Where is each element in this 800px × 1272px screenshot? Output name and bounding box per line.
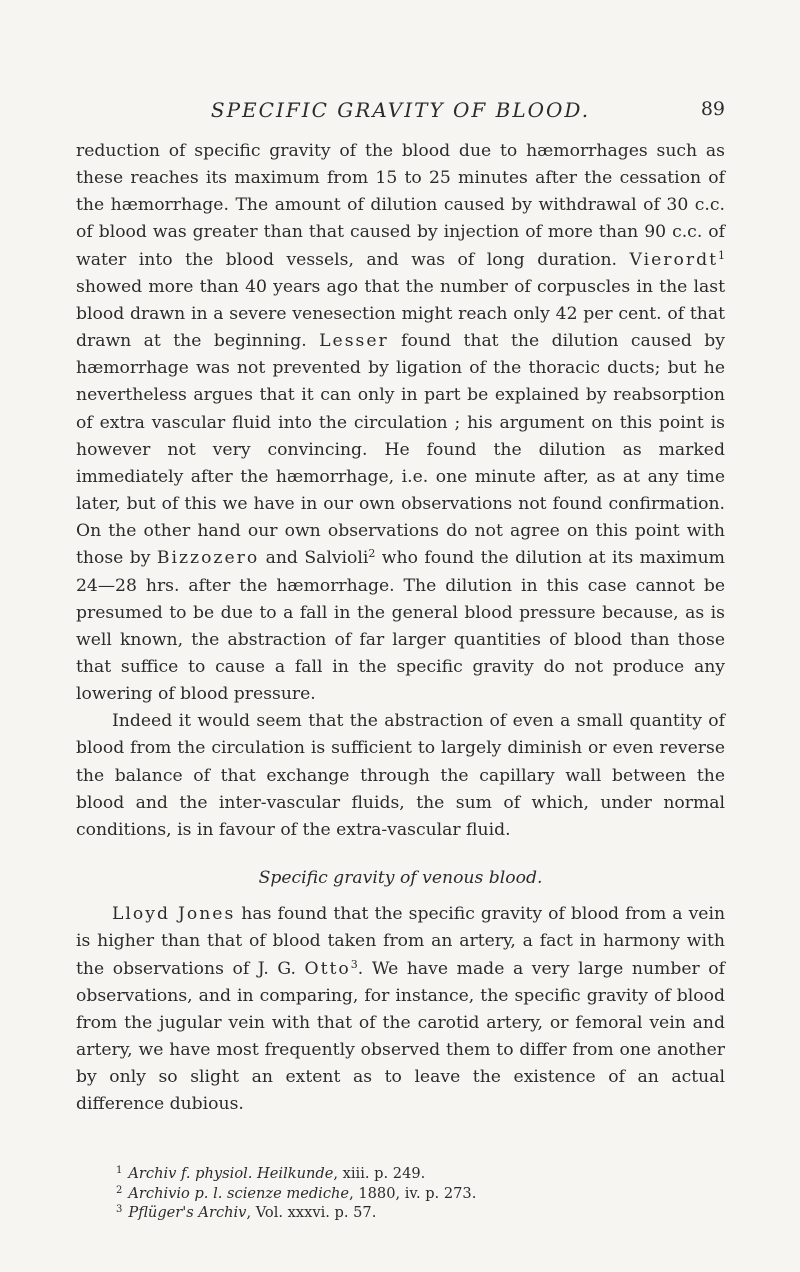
running-title: SPECIFIC GRAVITY OF BLOOD. — [210, 98, 591, 122]
footnote-ref-1: 1 — [718, 248, 725, 262]
footnote-detail: , Vol. xxxvi. p. 57. — [246, 1204, 377, 1221]
page-number: 89 — [700, 98, 725, 120]
paragraph-1 — [76, 138, 725, 708]
footnote-source: Archivio p. l. scienze mediche — [128, 1184, 350, 1202]
p3-text-b: . We have made a very large number of observations, and in comparing, for instance, the specific gravity of blood from the jugular vein with that of the carotid artery, or femoral vein and artery, we have most frequently observed them to differ from one another by only so slight an extent as to leave the existence of an actual difference dubious. — [76, 958, 725, 1115]
footnote-ref-2: 2 — [368, 547, 376, 561]
p1-text-b: showed more than 40 years ago that the number of corpuscles in the last blood drawn in a severe venesection might reach only 42 per cent. of that drawn at the beginning. — [76, 276, 725, 352]
footnote-3 — [116, 1203, 716, 1223]
footnote-mark: 3 — [116, 1204, 123, 1215]
footnotes — [116, 1164, 716, 1223]
running-head — [76, 98, 725, 128]
p1-text-c: found that the dilution caused by hæmorrhage was not prevented by ligation of the thoracic ducts; but he nevertheless argues that it can only in part be explained by reabsorption of extra vascular fluid into the circulation ; his argument on this point is however not very convincing. He found the dilution as marked immediately after the hæmorrhage, i.e. one minute after, as at any time later, but of this we have in our own observations not found confirmation. On the other hand our own observations do not agree on this point with those by — [76, 331, 725, 569]
footnote-source: Pflüger's Archiv — [128, 1204, 247, 1221]
p1-text-e: who found the dilution at its maximum 24—28 hrs. after the hæmorrhage. The dilution in this case cannot be presumed to be due to a fall in the general blood pressure because, as is well known, the abstraction of far larger quantities of blood than those that suffice to cause a fall in the specific gravity do not produce any lowering of blood pressure. — [76, 548, 725, 705]
author-lesser: Lesser — [319, 331, 389, 352]
paragraph-3 — [76, 901, 725, 1118]
author-bizzozero: Bizzozero — [156, 548, 260, 569]
footnote-source: Archiv f. physiol. Heilkunde — [128, 1165, 334, 1182]
author-otto: Otto — [304, 958, 351, 979]
section-heading: Specific gravity of venous blood. — [258, 868, 543, 889]
author-lloyd-jones: Lloyd Jones — [112, 904, 236, 925]
footnote-mark: 1 — [116, 1165, 123, 1176]
footnote-mark: 2 — [116, 1184, 123, 1196]
footnote-detail: , xiii. p. 249. — [333, 1165, 426, 1182]
p1-text-d: and Salvioli — [259, 548, 369, 569]
p3-text-a: has found that the specific gravity of blood from a vein is higher than that of blood taken from an artery, a fact in harmony with the observations of J. G. — [76, 904, 726, 979]
body-text — [76, 138, 725, 1118]
footnote-1 — [116, 1164, 716, 1184]
author-vierordt: Vierordt — [629, 249, 718, 270]
paragraph-2: Indeed it would seem that the abstraction of even a small quantity of blood from the circulation is sufficient to largely diminish or even reverse the balance of that exchange through the capillary wall between the blood and the inter-vascular fluids, the sum of which, under normal conditions, is in favour of the extra-vascular fluid. — [76, 711, 725, 840]
footnote-ref-3: 3 — [350, 957, 358, 971]
p1-text-a: reduction of specific gravity of the blood due to hæmorrhages such as these reaches its maximum from 15 to 25 minutes after the cessation of the hæmorrhage. The amount of dilution caused by withdrawal of 30 c.c. of blood was greater than that caused by injection of more than 90 c.c. of water into the blood vessels, and was of long duration. — [76, 141, 725, 270]
footnote-detail: , 1880, iv. p. 273. — [349, 1184, 477, 1202]
footnote-2 — [116, 1184, 716, 1204]
